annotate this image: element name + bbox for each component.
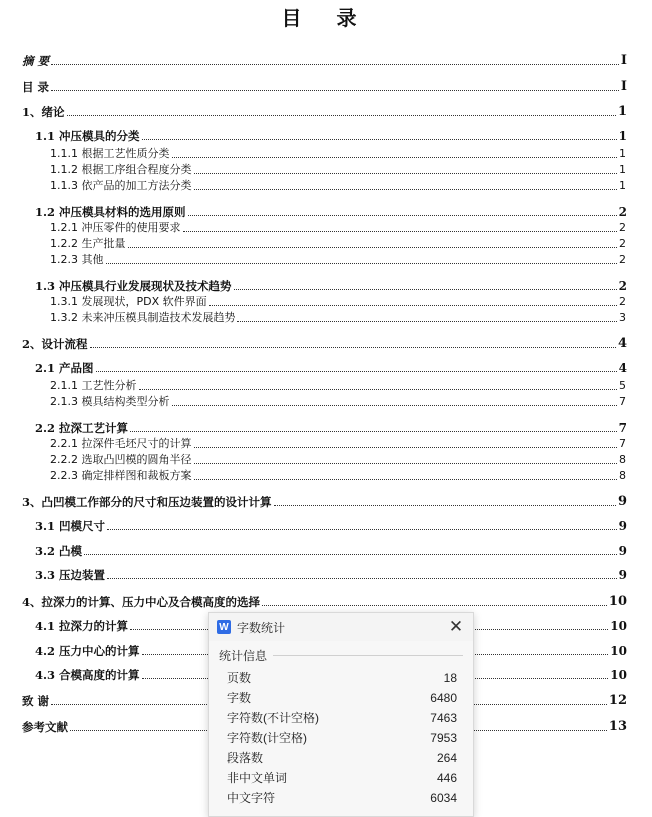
toc-leader-dots [128, 246, 618, 248]
toc-leader-dots [194, 462, 618, 464]
close-icon[interactable]: ✕ [448, 617, 464, 636]
stat-row [227, 668, 457, 688]
toc-entry-label: 摘 要 [22, 54, 50, 68]
stat-label: 字符数(计空格) [227, 731, 307, 745]
toc-entry-label: 1.3 冲压模具行业发展现状及技术趋势 [35, 279, 232, 293]
toc-entry-page: 2 [619, 253, 626, 266]
toc-entry-label: 1、绪论 [22, 105, 65, 119]
toc-leader-dots [183, 230, 618, 232]
toc-entry[interactable] [22, 335, 627, 351]
toc-entry-page: 3 [619, 311, 626, 324]
toc-leader-dots [142, 138, 617, 140]
toc-leader-dots [130, 430, 617, 432]
toc-entry-label: 2.1.1 工艺性分析 [50, 379, 137, 392]
stat-row [227, 748, 457, 768]
toc-entry[interactable] [22, 593, 627, 609]
section-divider [273, 655, 463, 656]
toc-entry-label: 3.1 凹模尺寸 [35, 519, 106, 533]
toc-entry-page: 2 [618, 279, 627, 293]
toc-entry-page: 4 [617, 336, 627, 351]
toc-entry-page: 4 [618, 361, 627, 375]
toc-entry-label: 2、设计流程 [22, 337, 88, 351]
toc-entry-label: 2.2 拉深工艺计算 [35, 421, 129, 435]
toc-entry[interactable] [35, 277, 627, 293]
toc-leader-dots [96, 370, 617, 372]
toc-entry-label: 2.1 产品图 [35, 361, 94, 375]
dialog-title: 字数统计 [237, 620, 286, 635]
toc-entry-page: 1 [617, 104, 627, 119]
toc-entry-page: 12 [608, 693, 627, 708]
toc-leader-dots [107, 528, 617, 530]
stat-label: 字数 [227, 691, 252, 705]
toc-entry[interactable] [35, 359, 627, 375]
wps-writer-icon: W [217, 620, 231, 634]
stat-value: 446 [436, 771, 457, 785]
toc-entry-page: 7 [618, 421, 627, 435]
stat-label: 非中文单词 [227, 771, 288, 785]
toc-entry-label: 2.2.1 拉深件毛坯尺寸的计算 [50, 437, 192, 450]
toc-entry-label: 2.1.3 模具结构类型分析 [50, 395, 170, 408]
toc-entry-label: 1.1 冲压模具的分类 [35, 129, 140, 143]
stat-value: 18 [443, 671, 457, 685]
toc-entry-page: 9 [618, 519, 627, 533]
toc-entry-label: 1.1.2 根据工序组合程度分类 [50, 163, 192, 176]
toc-entry[interactable] [50, 293, 626, 309]
stats-list [209, 666, 473, 808]
stat-value: 6480 [430, 691, 457, 705]
toc-entry-page: 1 [619, 179, 626, 192]
toc-entry-page: 9 [618, 544, 627, 558]
toc-entry-page: 10 [610, 668, 627, 682]
toc-entry-page: 2 [618, 205, 627, 219]
toc-entry-label: 3、凸凹模工作部分的尺寸和压边装置的设计计算 [22, 495, 272, 509]
toc-entry-page: 2 [619, 221, 626, 234]
toc-entry[interactable] [50, 177, 626, 193]
toc-entry-label: 1.3.1 发展现状，PDX 软件界面 [50, 295, 207, 308]
toc-entry[interactable] [50, 235, 626, 251]
toc-entry-label: 4、拉深力的计算、压力中心及合模高度的选择 [22, 595, 260, 609]
toc-leader-dots [107, 577, 617, 579]
stat-row [227, 688, 457, 708]
toc-leader-dots [51, 63, 619, 65]
toc-entry[interactable] [50, 467, 626, 483]
toc-leader-dots [172, 404, 618, 406]
toc-entry-label: 3.3 压边装置 [35, 568, 106, 582]
toc-leader-dots [172, 156, 618, 158]
toc-entry-page: 1 [619, 163, 626, 176]
toc-entry[interactable] [22, 103, 627, 119]
stats-section-header [209, 641, 473, 666]
toc-entry-label: 4.3 合模高度的计算 [35, 668, 140, 682]
toc-leader-dots [194, 172, 618, 174]
toc-leader-dots [67, 114, 616, 116]
toc-entry[interactable] [50, 451, 626, 467]
stat-label: 字符数(不计空格) [227, 711, 319, 725]
toc-entry[interactable] [50, 309, 626, 325]
toc-entry-label: 参考文献 [22, 720, 68, 734]
stat-label: 段落数 [227, 751, 264, 765]
toc-entry-label: 3.2 凸模 [35, 544, 83, 558]
toc-entry-page: 13 [608, 719, 627, 734]
toc-entry-page: 2 [619, 237, 626, 250]
toc-entry-page: 9 [617, 494, 627, 509]
toc-entry-label: 1.1.3 依产品的加工方法分类 [50, 179, 192, 192]
toc-entry[interactable] [22, 493, 627, 509]
stat-value: 6034 [430, 791, 457, 805]
toc-entry-page: 9 [618, 568, 627, 582]
toc-entry-label: 2.2.3 确定排样图和裁板方案 [50, 469, 192, 482]
toc-entry-page: 1 [619, 147, 626, 160]
page-title: 目 录 [281, 6, 371, 30]
stat-row [227, 788, 457, 808]
toc-entry[interactable] [35, 517, 627, 533]
toc-entry[interactable] [22, 52, 627, 68]
stat-value: 7953 [430, 731, 457, 745]
toc-entry[interactable] [50, 145, 626, 161]
stat-row [227, 768, 457, 788]
toc-entry[interactable] [35, 203, 627, 219]
toc-entry-label: 致 谢 [22, 694, 50, 708]
toc-entry-page: 2 [619, 295, 626, 308]
stat-row [227, 728, 457, 748]
toc-leader-dots [274, 504, 616, 506]
toc-entry[interactable] [50, 161, 626, 177]
toc-entry-label: 1.2 冲压模具材料的选用原则 [35, 205, 186, 219]
dialog-header[interactable] [209, 613, 473, 641]
toc-entry-page: 10 [608, 594, 627, 609]
toc-entry-page: 7 [619, 437, 626, 450]
toc-entry-page: 10 [610, 619, 627, 633]
toc-entry-page: 7 [619, 395, 626, 408]
stat-value: 7463 [430, 711, 457, 725]
stat-value: 264 [436, 751, 457, 765]
toc-entry[interactable] [50, 377, 626, 393]
toc-entry[interactable] [35, 127, 627, 143]
toc-entry-label: 1.2.3 其他 [50, 253, 104, 266]
toc-entry[interactable] [50, 251, 626, 267]
toc-leader-dots [90, 346, 616, 348]
toc-entry[interactable] [35, 419, 627, 435]
toc-entry-page: I [620, 53, 627, 68]
toc-entry-label: 4.1 拉深力的计算 [35, 619, 129, 633]
toc-leader-dots [194, 446, 618, 448]
toc-leader-dots [209, 304, 617, 306]
toc-entry-label: 1.3.2 未来冲压模具制造技术发展趋势 [50, 311, 236, 324]
toc-leader-dots [262, 604, 607, 606]
toc-entry-page: 10 [610, 644, 627, 658]
toc-leader-dots [139, 388, 618, 390]
stat-row [227, 708, 457, 728]
toc-entry-page: 1 [618, 129, 627, 143]
toc-entry-page: I [620, 79, 627, 94]
toc-entry[interactable] [50, 219, 626, 235]
toc-entry-label: 1.2.2 生产批量 [50, 237, 126, 250]
toc-entry-page: 8 [619, 453, 626, 466]
toc-entry-page: 8 [619, 469, 626, 482]
toc-leader-dots [237, 320, 617, 322]
toc-leader-dots [106, 262, 618, 264]
toc-entry-label: 1.1.1 根据工艺性质分类 [50, 147, 170, 160]
stat-label: 页数 [227, 671, 252, 685]
toc-entry[interactable] [35, 566, 627, 582]
toc-entry[interactable] [35, 542, 627, 558]
toc-entry[interactable] [50, 393, 626, 409]
toc-entry-page: 5 [619, 379, 626, 392]
toc-leader-dots [188, 214, 617, 216]
toc-leader-dots [51, 89, 619, 91]
toc-entry-label: 目 录 [22, 80, 50, 94]
toc-entry-label: 2.2.2 选取凸凹模的圆角半径 [50, 453, 192, 466]
toc-entry[interactable] [22, 78, 627, 94]
toc-leader-dots [194, 478, 618, 480]
toc-entry-label: 1.2.1 冲压零件的使用要求 [50, 221, 181, 234]
toc-entry[interactable] [50, 435, 626, 451]
word-count-dialog [208, 612, 474, 817]
toc-leader-dots [84, 553, 617, 555]
stats-section-label: 统计信息 [219, 649, 268, 663]
toc-entry-label: 4.2 压力中心的计算 [35, 644, 140, 658]
toc-leader-dots [234, 288, 617, 290]
stat-label: 中文字符 [227, 791, 276, 805]
toc-leader-dots [194, 188, 618, 190]
